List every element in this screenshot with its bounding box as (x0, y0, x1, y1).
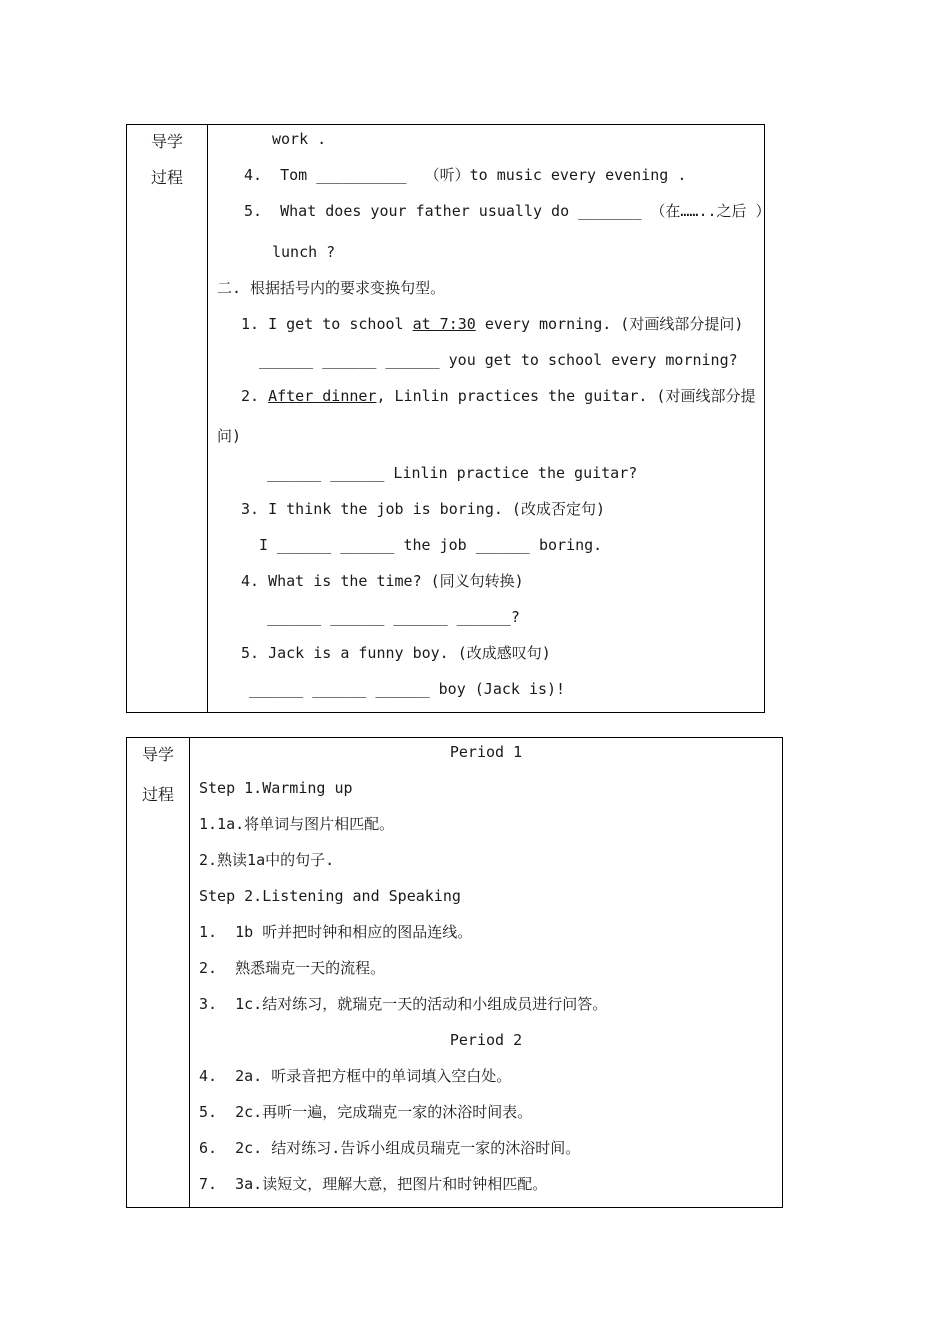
answer-1: ______ ______ ______ you get to school every morning? (259, 351, 738, 369)
label-bottom: 过程 (150, 168, 183, 187)
question-3: 3. I think the job is boring. (改成否定句) (241, 500, 605, 518)
question-2: 2. After dinner, Linlin practices the guitar. (对画线部分提 (241, 387, 756, 405)
answer-5: ______ ______ ______ boy (Jack is)! (249, 680, 566, 698)
row-label (127, 738, 190, 1207)
step-1-item-1: 1.1a.将单词与图片相匹配。 (199, 815, 395, 833)
underlined-phrase: at 7:30 (412, 315, 476, 333)
item-4: 4. Tom __________ （听）to music every evening . (244, 166, 687, 184)
step-2-item-3: 3. 1c.结对练习，就瑞克一天的活动和小组成员进行问答。 (199, 995, 608, 1013)
step-2-item-4: 4. 2a. 听录音把方框中的单词填入空白处。 (199, 1067, 512, 1085)
question-2-wrap: 问) (217, 427, 242, 445)
label-top: 导学 (150, 132, 183, 151)
step-2-item-1: 1. 1b 听并把时钟和相应的图品连线。 (199, 923, 473, 941)
item-5-cont: lunch ? (272, 243, 336, 261)
period-1-heading: Period 1 (449, 743, 523, 761)
answer-3: I ______ ______ the job ______ boring. (259, 536, 603, 554)
line-work: work . (272, 130, 327, 148)
procedure-table (126, 737, 783, 1208)
step-2-item-2: 2. 熟悉瑞克一天的流程。 (199, 959, 386, 977)
question-1: 1. I get to school at 7:30 every morning. (对画线部分提问) (241, 315, 744, 333)
exercise-table (126, 124, 771, 713)
step-2: Step 2.Listening and Speaking (199, 887, 461, 905)
question-4: 4. What is the time? (同义句转换) (241, 572, 524, 590)
step-1-item-2: 2.熟读1a中的句子. (199, 851, 335, 869)
step-2-item-6: 6. 2c. 结对练习.告诉小组成员瑞克一家的沐浴时间。 (199, 1139, 581, 1157)
question-5: 5. Jack is a funny boy. (改成感叹句) (241, 644, 551, 662)
section-heading: 二. 根据括号内的要求变换句型。 (217, 279, 446, 297)
answer-2: ______ ______ Linlin practice the guitar? (267, 464, 638, 482)
row-label (127, 125, 208, 712)
step-1: Step 1.Warming up (199, 779, 353, 797)
answer-4: ______ ______ ______ ______? (267, 608, 520, 626)
label-bottom: 过程 (141, 785, 174, 804)
label-top: 导学 (141, 745, 174, 764)
step-2-item-5: 5. 2c.再听一遍，完成瑞克一家的沐浴时间表。 (199, 1103, 533, 1121)
item-5: 5. What does your father usually do _______ （在……..之后 ） (244, 202, 771, 220)
step-2-item-7: 7. 3a.读短文，理解大意，把图片和时钟相匹配。 (199, 1175, 548, 1193)
period-2-heading: Period 2 (449, 1031, 523, 1049)
underlined-phrase: After dinner (268, 387, 377, 405)
